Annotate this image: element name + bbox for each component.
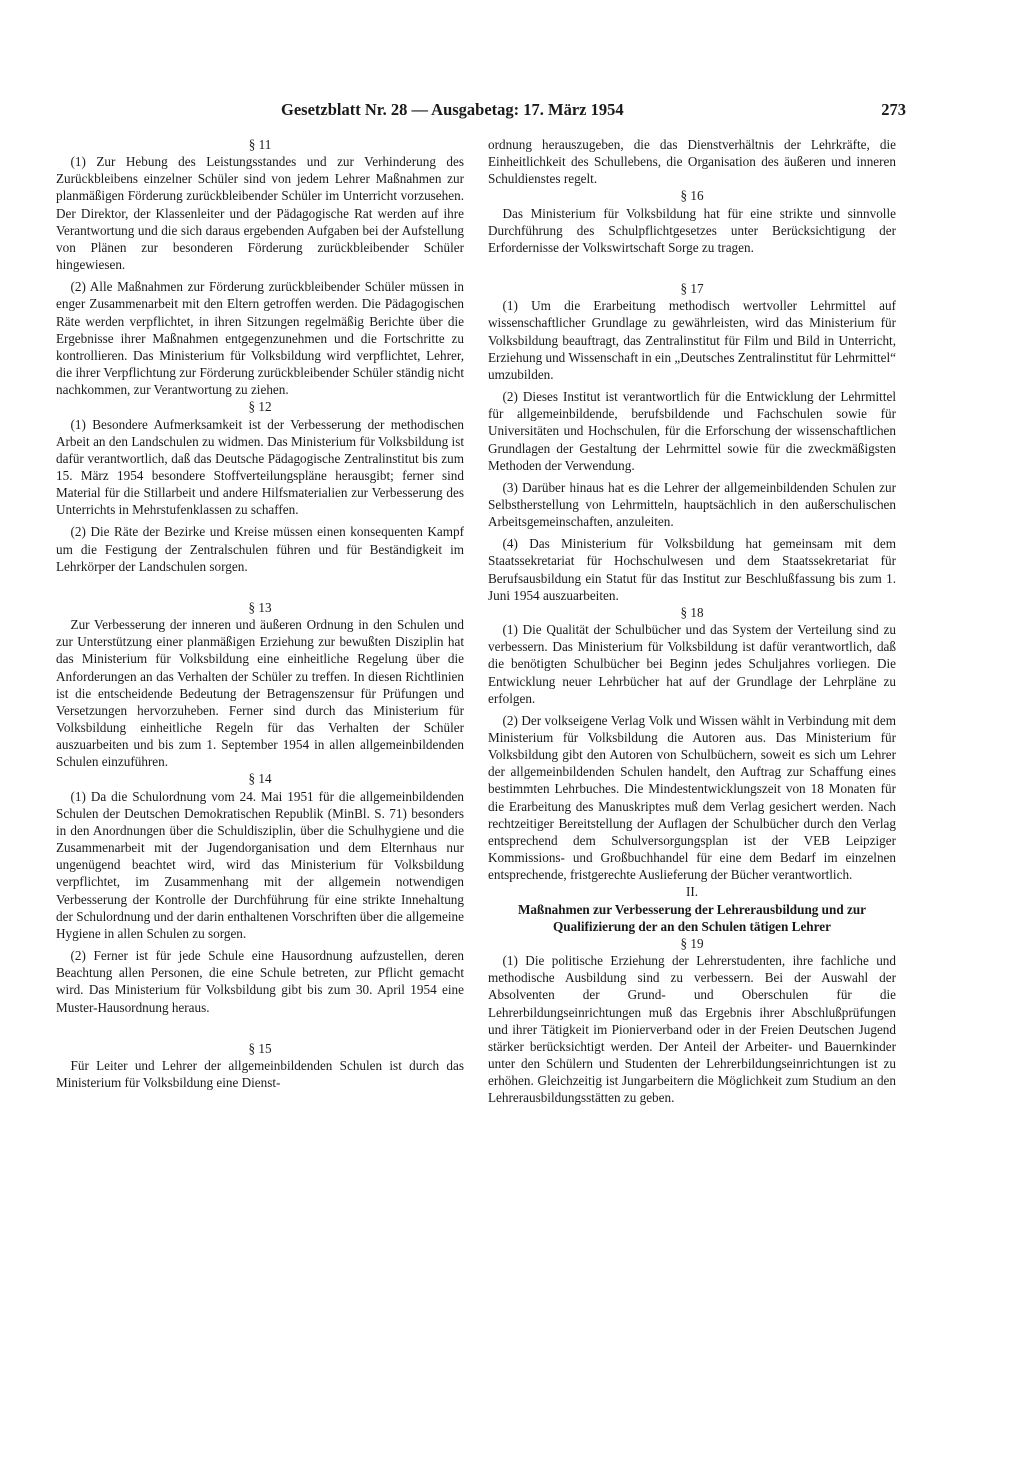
paragraph: Zur Verbesserung der inneren und äußeren Ordnung in den Schulen und zur Unterstützung einer planmäßigen Erziehung zur bewußten Disziplin hat das Ministerium für Volksbildung eine einheitliche Regelung über die Anforderungen an das Verhalten der Schüler zu treffen. In diesen Richtlinien ist die entscheidende Bedeutung der Betragenszensur für Prüfungen und Versetzungen hervorzuheben. Ferner sind durch das Ministerium für Volksbildung einheitliche Regeln für das Verhalten der Schüler auszuarbeiten und bis zum 1. September 1954 in allen allgemeinbildenden Schulen einzuführen. xyxy=(56,617,464,770)
paragraph: (1) Um die Erarbeitung methodisch wertvoller Lehrmittel auf wissenschaftlicher Grundlage zu gewährleisten, wird das Ministerium für Volksbildung beauftragt, das Zentralinstitut für Film und Bild in Unterricht, Erziehung und Wissenschaft in ein „Deutsches Zentralinstitut für Lehrmittel“ umzubilden. xyxy=(488,298,896,382)
section-heading-17: § 17 xyxy=(680,281,704,297)
page-header xyxy=(56,100,906,126)
header-title: Gesetzblatt Nr. 28 — Ausgabetag: 17. März 1954 xyxy=(281,100,624,119)
section-heading-12: § 12 xyxy=(248,399,272,415)
paragraph: (1) Da die Schulordnung vom 24. Mai 1951 für die allgemeinbildenden Schulen der Deutschen Demokratischen Republik (MinBl. S. 71) besonders in den Anordnungen über die Schuldisziplin, über die Schulhygiene und die Zusammenarbeit mit der Jugendorganisation und dem Elternhaus nur ungenügend beachtet wird, wird das Ministerium für Volksbildung verpflichtet, im Zusammenhang mit der allgemein notwendigen Verbesserung der Kontrolle der Durchführung für eine strikte Innehaltung der Schulordnung und der darin enthaltenen Vorschriften über die allgemeine Hygiene in allen Schulen zu sorgen. xyxy=(56,788,464,941)
page-number: 273 xyxy=(881,100,906,119)
section-heading-16: § 16 xyxy=(680,188,704,204)
paragraph: (2) Dieses Institut ist verantwortlich für die Entwicklung der Lehrmittel für allgemeinbildende, berufsbildende und Fachschulen sowie für Universitäten und Hochschulen, für die Erforschung der wissenschaftlichen Grundlagen der Gestaltung der Lehrmittel sowie für die zweckmäßigsten Methoden der Verwendung. xyxy=(488,389,896,473)
paragraph: (1) Zur Hebung des Leistungsstandes und zur Verhinderung des Zurückbleibens einzelner Schüler sind von jedem Lehrer Maßnahmen zur planmäßigen Förderung zurückbleibender Schüler im Unterricht vorzusehen. Der Direktor, der Klassenleiter und der Pädagogische Rat werden auf ihre Verantwortung und die sich daraus ergebenden Aufgaben bei der Aufstellung von Plänen zur besonderen Förderung zurückbleibender Schüler hingewiesen. xyxy=(56,154,464,273)
paragraph: (2) Die Räte der Bezirke und Kreise müssen einen konsequenten Kampf um die Festigung der Zentralschulen führen und für Beständigkeit im Lehrkörper der Landschulen sorgen. xyxy=(56,524,464,574)
paragraph: (4) Das Ministerium für Volksbildung hat gemeinsam mit dem Staatssekretariat für Hochschulwesen und dem Staatssekretariat für Berufsausbildung ein Statut für das Institut zur Beschlußfassung bis zum 1. Juni 1954 auszuarbeiten. xyxy=(488,536,896,603)
part-title: Maßnahmen zur Verbesserung der Lehrerausbildung und zur Qualifizierung der an den Schulen tätigen Lehrer xyxy=(517,901,867,934)
paragraph: (1) Die politische Erziehung der Lehrerstudenten, ihre fachliche und methodische Ausbildung sind zu verbessern. Bei der Auswahl der Absolventen der Grund- und Oberschulen für die Lehrerbildungseinrichtungen muß das Ergebnis ihrer Abschlußprüfungen und ihrer Tätigkeit im Pionierverband oder in der Freien Deutschen Jugend stärker berücksichtigt werden. Der Anteil der Arbeiter- und Bauernkinder unter den Schülern und Studenten der Lehrerbildungseinrichtungen ist zu erhöhen. Gleichzeitig ist Jungarbeitern die Möglichkeit zum Studium an den Lehrerausbildungsstätten zu geben. xyxy=(488,953,896,1106)
left-column xyxy=(56,136,464,1091)
section-heading-15: § 15 xyxy=(248,1040,272,1056)
section-heading-18: § 18 xyxy=(680,604,704,620)
section-heading-13: § 13 xyxy=(248,599,272,615)
paragraph: ordnung herauszugeben, die das Dienstverhältnis der Lehrkräfte, die Einheitlichkeit des Schullebens, die Organisation des äußeren und inneren Schuldienstes regelt. xyxy=(488,137,896,187)
paragraph: (2) Der volkseigene Verlag Volk und Wissen wählt in Verbindung mit dem Ministerium für Volksbildung die Autoren aus. Das Ministerium für Volksbildung gibt den Autoren von Schulbüchern, soweit es sich um Lehrer der allgemeinbildenden Schulen handelt, den Auftrag zur Schaffung eines bestimmten Lehrbuches. Die Mindestentwicklungszeit von 18 Monaten für die Erarbeitung des Manuskriptes muß dem Verlag gesichert werden. Nach rechtzeitiger Bereitstellung der Auflagen der Schulbücher durch den Verlag entsprechend dem Schulversorgungsplan ist der VEB Leipziger Kommissions- und Großbuchhandel für eine dem Bedarf im einzelnen entsprechende, fristgerechte Auslieferung der Bücher verantwortlich. xyxy=(488,712,896,883)
right-column xyxy=(488,136,896,1106)
section-heading-14: § 14 xyxy=(248,771,272,787)
section-heading-11: § 11 xyxy=(248,137,272,152)
paragraph: (2) Ferner ist für jede Schule eine Hausordnung aufzustellen, deren Beachtung allen Personen, die eine Schule betreten, zur Pflicht gemacht wird. Das Ministerium für Volksbildung gibt bis zum 30. April 1954 eine Muster-Hausordnung heraus. xyxy=(56,948,464,1015)
paragraph: (3) Darüber hinaus hat es die Lehrer der allgemeinbildenden Schulen zur Selbstherstellung von Lehrmitteln, hauptsächlich in den außerschulischen Arbeitsgemeinschaften, anzuleiten. xyxy=(488,479,896,530)
paragraph: Das Ministerium für Volksbildung hat für eine strikte und sinnvolle Durchführung des Schulpflichtgesetzes unter Berücksichtigung der Erfordernisse der Volkswirtschaft Sorge zu tragen. xyxy=(488,205,896,255)
paragraph: (1) Besondere Aufmerksamkeit ist der Verbesserung der methodischen Arbeit an den Landschulen zu widmen. Das Ministerium für Volksbildung ist dafür verantwortlich, daß das Deutsche Pädagogische Zentralinstitut bis zum 15. März 1954 besondere Stoffverteilungspläne herausgibt; ferner sind Material für die Stillarbeit und andere Hilfsmaterialien zur Verbesserung des Unterrichts in Mehrstufenklassen zu schaffen. xyxy=(56,416,464,518)
section-heading-19: § 19 xyxy=(680,935,704,951)
part-number: II. xyxy=(685,884,699,900)
paragraph: (1) Die Qualität der Schulbücher und das System der Verteilung sind zu verbessern. Das Ministerium für Volksbildung ist dafür verantwortlich, daß die benötigten Schulbücher bei Beginn jedes Schuljahres vorliegen. Die Entwicklung neuer Lehrbücher hat auf der Grundlage der Lehrpläne zu erfolgen. xyxy=(488,622,896,706)
paragraph: (2) Alle Maßnahmen zur Förderung zurückbleibender Schüler müssen in enger Zusammenarbeit mit den Eltern getroffen werden. Die Pädagogischen Räte werden verpflichtet, in ihren Sitzungen regelmäßig Berichte über die Ergebnisse ihrer Maßnahmen entgegenzunehmen und die Fortschritte zu kontrollieren. Das Ministerium für Volksbildung wird verpflichtet, Lehrer, die ihrer Verpflichtung zur Förderung zurückbleibender Schüler ständig nicht nachkommen, zur Verantwortung zu ziehen. xyxy=(56,279,464,398)
paragraph: Für Leiter und Lehrer der allgemeinbildenden Schulen ist durch das Ministerium für Volksbildung eine Dienst- xyxy=(56,1057,464,1090)
